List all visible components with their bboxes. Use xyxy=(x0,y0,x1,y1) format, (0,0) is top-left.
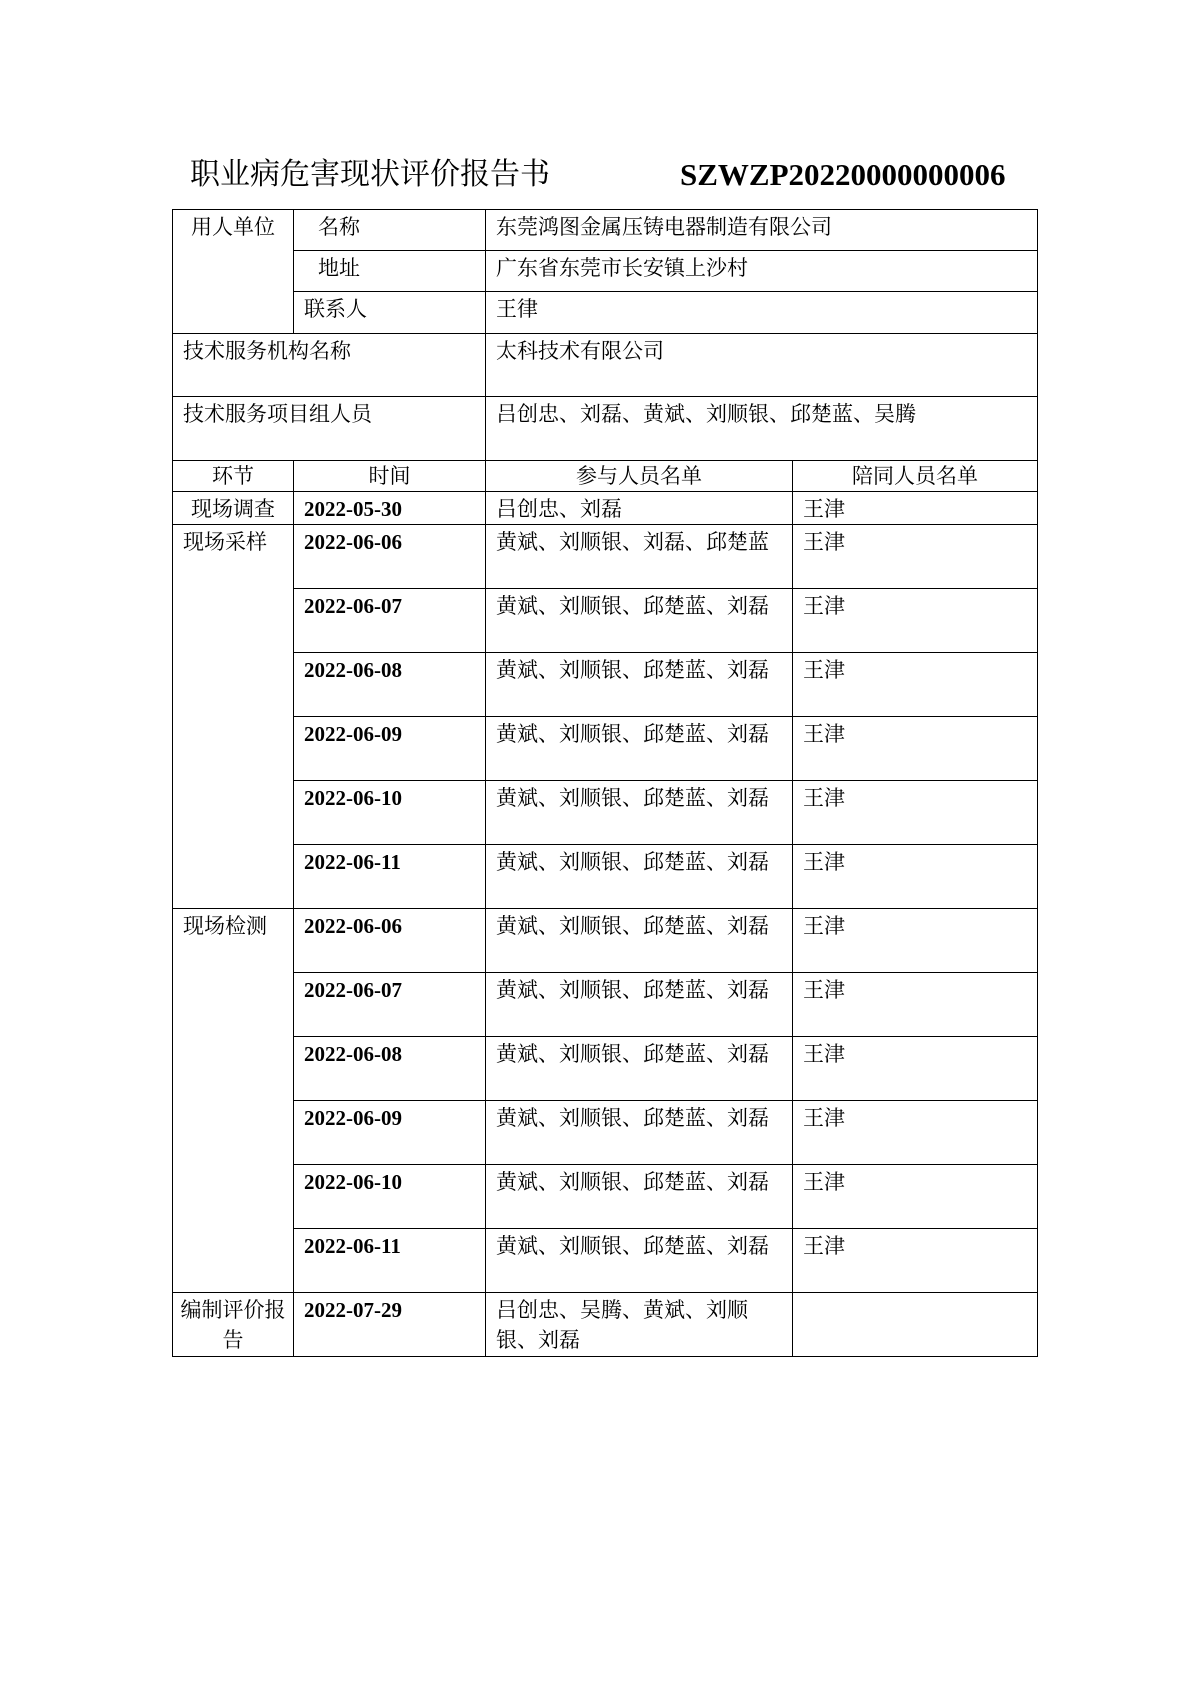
testing-participants: 黄斌、刘顺银、邱楚蓝、刘磊 xyxy=(486,909,793,973)
employer-address-label: 地址 xyxy=(294,251,486,292)
testing-row xyxy=(173,973,1038,1037)
page-title: 职业病危害现状评价报告书 xyxy=(190,157,550,192)
employer-contact-label: 联系人 xyxy=(294,292,486,334)
testing-date: 2022-06-06 xyxy=(294,909,486,973)
header-time: 时间 xyxy=(294,461,486,492)
testing-stage: 现场检测 xyxy=(173,909,294,1293)
report-table xyxy=(172,209,1038,1357)
sampling-companion: 王津 xyxy=(793,781,1038,845)
testing-participants: 黄斌、刘顺银、邱楚蓝、刘磊 xyxy=(486,1101,793,1165)
employer-label: 用人单位 xyxy=(173,210,294,334)
sampling-row xyxy=(173,717,1038,781)
employer-name-value: 东莞鸿图金属压铸电器制造有限公司 xyxy=(486,210,1038,251)
report-code: SZWZP20220000000006 xyxy=(680,157,1006,192)
testing-companion: 王津 xyxy=(793,1101,1038,1165)
title-row xyxy=(190,155,1030,205)
survey-row xyxy=(173,492,1038,525)
employer-name-row xyxy=(173,210,1038,251)
testing-row xyxy=(173,1037,1038,1101)
agency-label: 技术服务机构名称 xyxy=(173,334,486,397)
team-row xyxy=(173,397,1038,461)
sampling-companion: 王津 xyxy=(793,589,1038,653)
sampling-row xyxy=(173,589,1038,653)
testing-companion: 王津 xyxy=(793,973,1038,1037)
testing-date: 2022-06-11 xyxy=(294,1229,486,1293)
testing-row xyxy=(173,1165,1038,1229)
testing-companion: 王津 xyxy=(793,1229,1038,1293)
testing-row xyxy=(173,1229,1038,1293)
report-prep-participants: 吕创忠、吴腾、黄斌、刘顺银、刘磊 xyxy=(486,1293,793,1357)
schedule-header-row xyxy=(173,461,1038,492)
testing-participants: 黄斌、刘顺银、邱楚蓝、刘磊 xyxy=(486,1037,793,1101)
sampling-stage: 现场采样 xyxy=(173,525,294,909)
agency-row xyxy=(173,334,1038,397)
testing-date: 2022-06-08 xyxy=(294,1037,486,1101)
header-participants: 参与人员名单 xyxy=(486,461,793,492)
sampling-participants: 黄斌、刘顺银、邱楚蓝、刘磊 xyxy=(486,589,793,653)
testing-date: 2022-06-09 xyxy=(294,1101,486,1165)
report-prep-row xyxy=(173,1293,1038,1357)
header-companions: 陪同人员名单 xyxy=(793,461,1038,492)
employer-contact-row xyxy=(173,292,1038,334)
employer-address-row xyxy=(173,251,1038,292)
report-prep-stage: 编制评价报告 xyxy=(173,1293,294,1357)
testing-date: 2022-06-07 xyxy=(294,973,486,1037)
team-label: 技术服务项目组人员 xyxy=(173,397,486,461)
testing-companion: 王津 xyxy=(793,1037,1038,1101)
testing-row xyxy=(173,1101,1038,1165)
testing-participants: 黄斌、刘顺银、邱楚蓝、刘磊 xyxy=(486,973,793,1037)
sampling-participants: 黄斌、刘顺银、邱楚蓝、刘磊 xyxy=(486,845,793,909)
sampling-row xyxy=(173,781,1038,845)
sampling-row xyxy=(173,653,1038,717)
sampling-participants: 黄斌、刘顺银、刘磊、邱楚蓝 xyxy=(486,525,793,589)
survey-participants: 吕创忠、刘磊 xyxy=(486,492,793,525)
sampling-companion: 王津 xyxy=(793,845,1038,909)
sampling-companion: 王津 xyxy=(793,653,1038,717)
sampling-row xyxy=(173,525,1038,589)
header-stage: 环节 xyxy=(173,461,294,492)
sampling-participants: 黄斌、刘顺银、邱楚蓝、刘磊 xyxy=(486,653,793,717)
sampling-participants: 黄斌、刘顺银、邱楚蓝、刘磊 xyxy=(486,717,793,781)
employer-contact-value: 王律 xyxy=(486,292,1038,334)
testing-companion: 王津 xyxy=(793,1165,1038,1229)
testing-companion: 王津 xyxy=(793,909,1038,973)
employer-name-label: 名称 xyxy=(294,210,486,251)
report-prep-companion xyxy=(793,1293,1038,1357)
agency-value: 太科技术有限公司 xyxy=(486,334,1038,397)
sampling-date: 2022-06-10 xyxy=(294,781,486,845)
sampling-date: 2022-06-11 xyxy=(294,845,486,909)
survey-date: 2022-05-30 xyxy=(294,492,486,525)
sampling-companion: 王津 xyxy=(793,525,1038,589)
sampling-date: 2022-06-08 xyxy=(294,653,486,717)
testing-row xyxy=(173,909,1038,973)
report-prep-date: 2022-07-29 xyxy=(294,1293,486,1357)
employer-address-value: 广东省东莞市长安镇上沙村 xyxy=(486,251,1038,292)
sampling-participants: 黄斌、刘顺银、邱楚蓝、刘磊 xyxy=(486,781,793,845)
sampling-date: 2022-06-09 xyxy=(294,717,486,781)
testing-participants: 黄斌、刘顺银、邱楚蓝、刘磊 xyxy=(486,1229,793,1293)
testing-date: 2022-06-10 xyxy=(294,1165,486,1229)
testing-participants: 黄斌、刘顺银、邱楚蓝、刘磊 xyxy=(486,1165,793,1229)
team-value: 吕创忠、刘磊、黄斌、刘顺银、邱楚蓝、吴腾 xyxy=(486,397,1038,461)
sampling-companion: 王津 xyxy=(793,717,1038,781)
sampling-row xyxy=(173,845,1038,909)
survey-stage: 现场调查 xyxy=(173,492,294,525)
sampling-date: 2022-06-07 xyxy=(294,589,486,653)
survey-companion: 王津 xyxy=(793,492,1038,525)
sampling-date: 2022-06-06 xyxy=(294,525,486,589)
